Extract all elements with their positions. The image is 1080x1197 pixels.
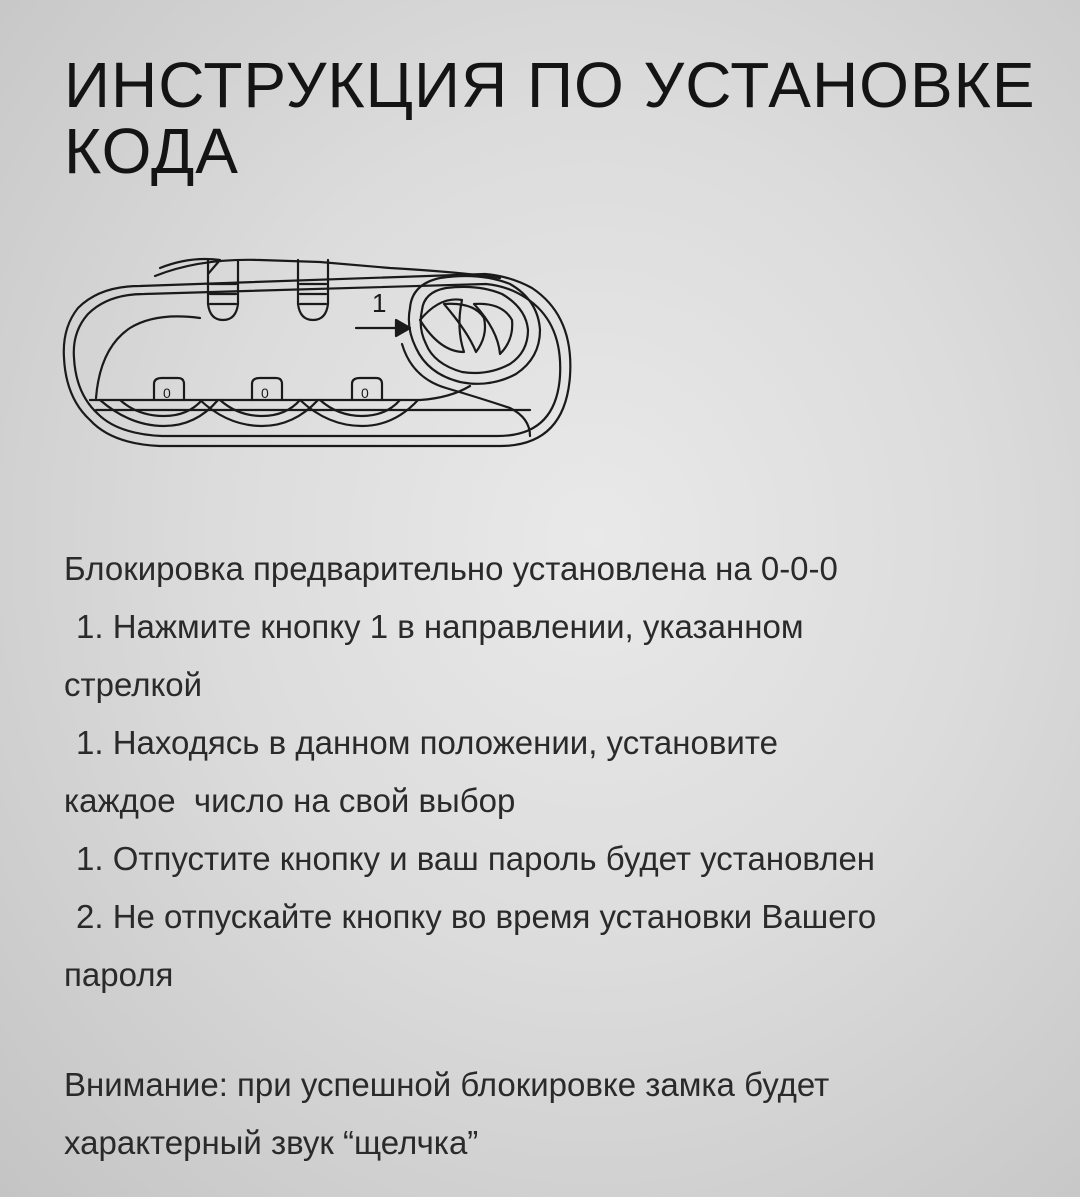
instructions-block [64, 540, 1054, 1004]
notice-line: характерный звук “щелчка” [64, 1124, 479, 1161]
lock-diagram [60, 248, 580, 468]
step-item: 1. Нажмите кнопку 1 в направлении, указанном [76, 608, 804, 645]
press-direction-arrow [356, 320, 410, 336]
button-number-label: 1 [372, 288, 387, 318]
intro-text: Блокировка предварительно установлена на 0-0-0 [64, 550, 838, 587]
svg-text:0: 0 [361, 385, 369, 401]
code-dial-3 [300, 378, 418, 426]
svg-text:0: 0 [163, 385, 171, 401]
page-title: ИНСТРУКЦИЯ ПО УСТАНОВКЕ КОДА [64, 49, 1036, 187]
step-continuation: стрелкой [64, 666, 203, 703]
code-button-1 [409, 276, 540, 384]
step-continuation: пароля [64, 956, 174, 993]
lock-body-outline [64, 274, 571, 446]
warning-notice [64, 1056, 1054, 1172]
step-continuation: каждое число на свой выбор [64, 782, 516, 819]
code-dial-1 [100, 378, 218, 426]
svg-text:0: 0 [261, 385, 269, 401]
step-item: 1. Находясь в данном положении, установите [76, 724, 778, 761]
step-item: 1. Отпустите кнопку и ваш пароль будет установлен [76, 840, 876, 877]
step-item: 2. Не отпускайте кнопку во время установки Вашего [76, 898, 877, 935]
notice-line: Внимание: при успешной блокировке замка будет [64, 1066, 830, 1103]
